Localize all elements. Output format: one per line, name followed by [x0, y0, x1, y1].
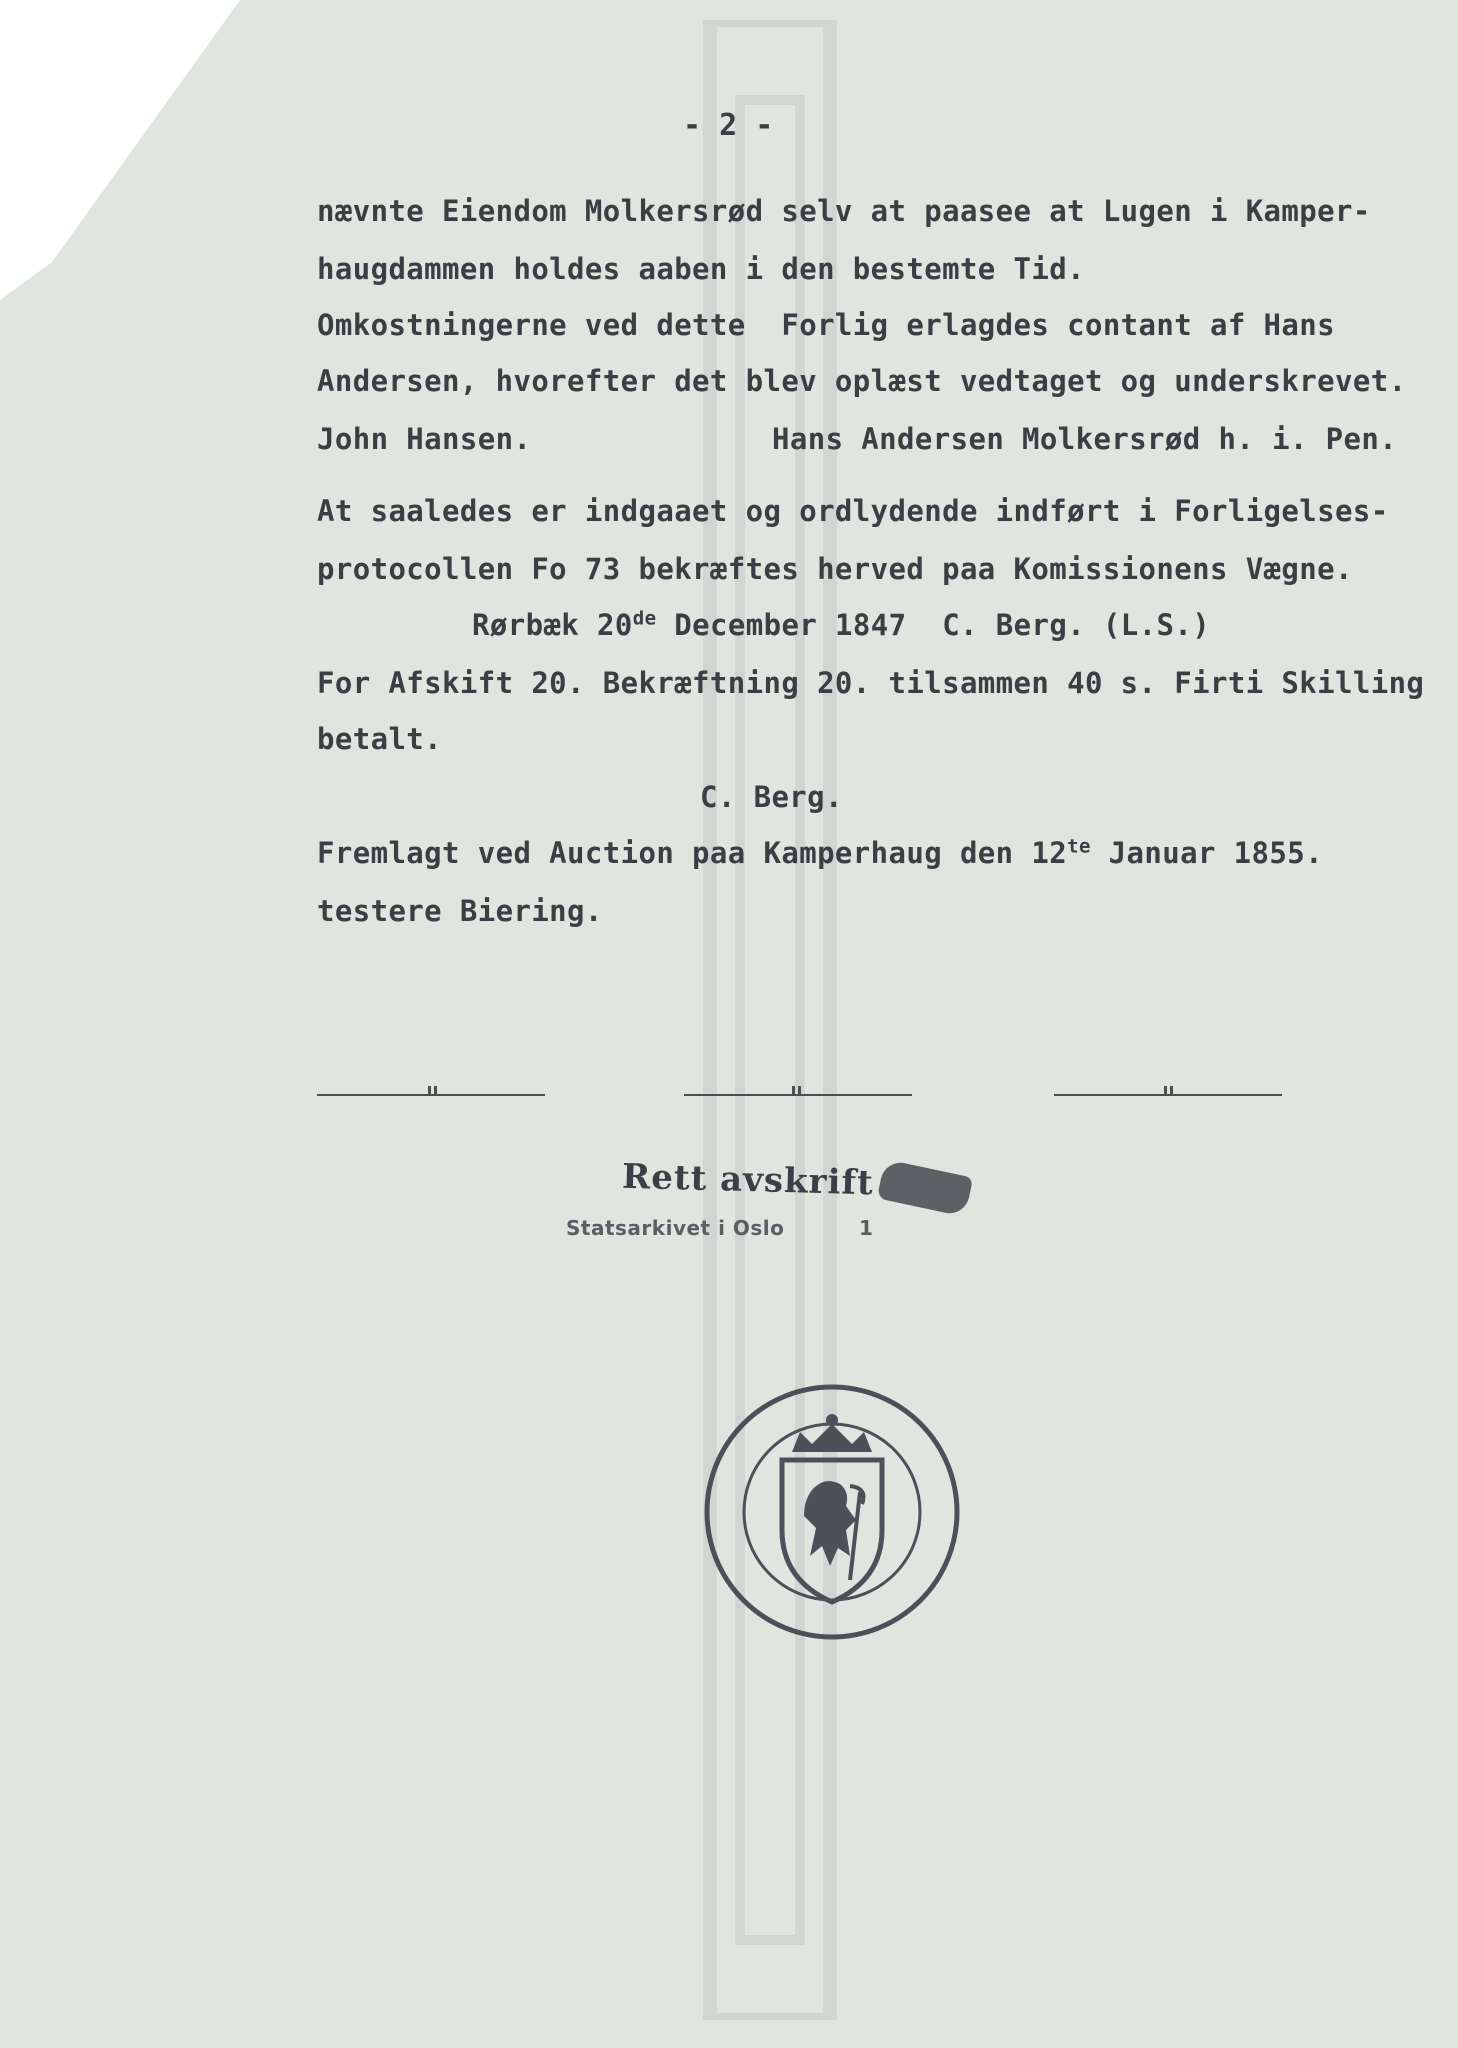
separator-mark-1 [428, 1086, 431, 1094]
statsarkivet-seal-icon [700, 1380, 965, 1645]
separator-mark-1b [434, 1086, 437, 1094]
text-line-7: At saaledes er indgaaet og ordlydende indført i Forligelses- [317, 494, 1389, 528]
auction-rest: Januar 1855. [1090, 836, 1323, 870]
text-line-3: Omkostningerne ved dette Forlig erlagdes contant af Hans [317, 308, 1335, 342]
text-line-betalt: betalt. [317, 722, 443, 756]
auction-sup: te [1067, 835, 1091, 858]
rett-avskrift-stamp: Rett avskrift [621, 1156, 875, 1204]
auction-line [317, 836, 1323, 870]
separator-mark-3b [1170, 1086, 1173, 1094]
text-line-testere: testere Biering. [317, 894, 603, 928]
auction-pre: Fremlagt ved Auction paa Kamperhaug den 12 [317, 836, 1068, 870]
dated-place: Rørbæk 20 [472, 608, 633, 642]
text-line-8: protocollen Fo 73 bekræftes herved paa Komissionens Vægne. [317, 552, 1353, 586]
text-line-2: haugdammen holdes aaben i den bestemte Tid. [317, 252, 1085, 286]
dated-sup: de [632, 607, 657, 630]
stamp-archive-name: Statsarkivet i Oslo [566, 1216, 785, 1240]
page-number: - 2 - [683, 108, 774, 143]
stamp-archive-number: 1 [859, 1216, 874, 1240]
dated-line [472, 608, 1210, 642]
separator-line-3 [1054, 1094, 1282, 1096]
separator-mark-2 [792, 1086, 795, 1094]
signature-hans-andersen: Hans Andersen Molkersrød h. i. Pen. [772, 422, 1398, 456]
text-line-1: nævnte Eiendom Molkersrød selv at paasee at Lugen i Kamper- [317, 194, 1371, 228]
text-line-4: Andersen, hvorefter det blev oplæst vedtaget og underskrevet. [317, 364, 1407, 398]
separator-mark-3 [1164, 1086, 1167, 1094]
text-line-fee: For Afskift 20. Bekræftning 20. tilsammen 40 s. Firti Skilling [317, 666, 1425, 700]
stamp-archive-line [566, 1216, 873, 1240]
signature-c-berg: C. Berg. [700, 780, 843, 814]
separator-mark-2b [798, 1086, 801, 1094]
separator-line-1 [317, 1094, 545, 1096]
dated-rest: December 1847 C. Berg. (L.S.) [656, 608, 1211, 642]
signature-john-hansen: John Hansen. [317, 422, 532, 456]
separator-line-2 [684, 1094, 912, 1096]
